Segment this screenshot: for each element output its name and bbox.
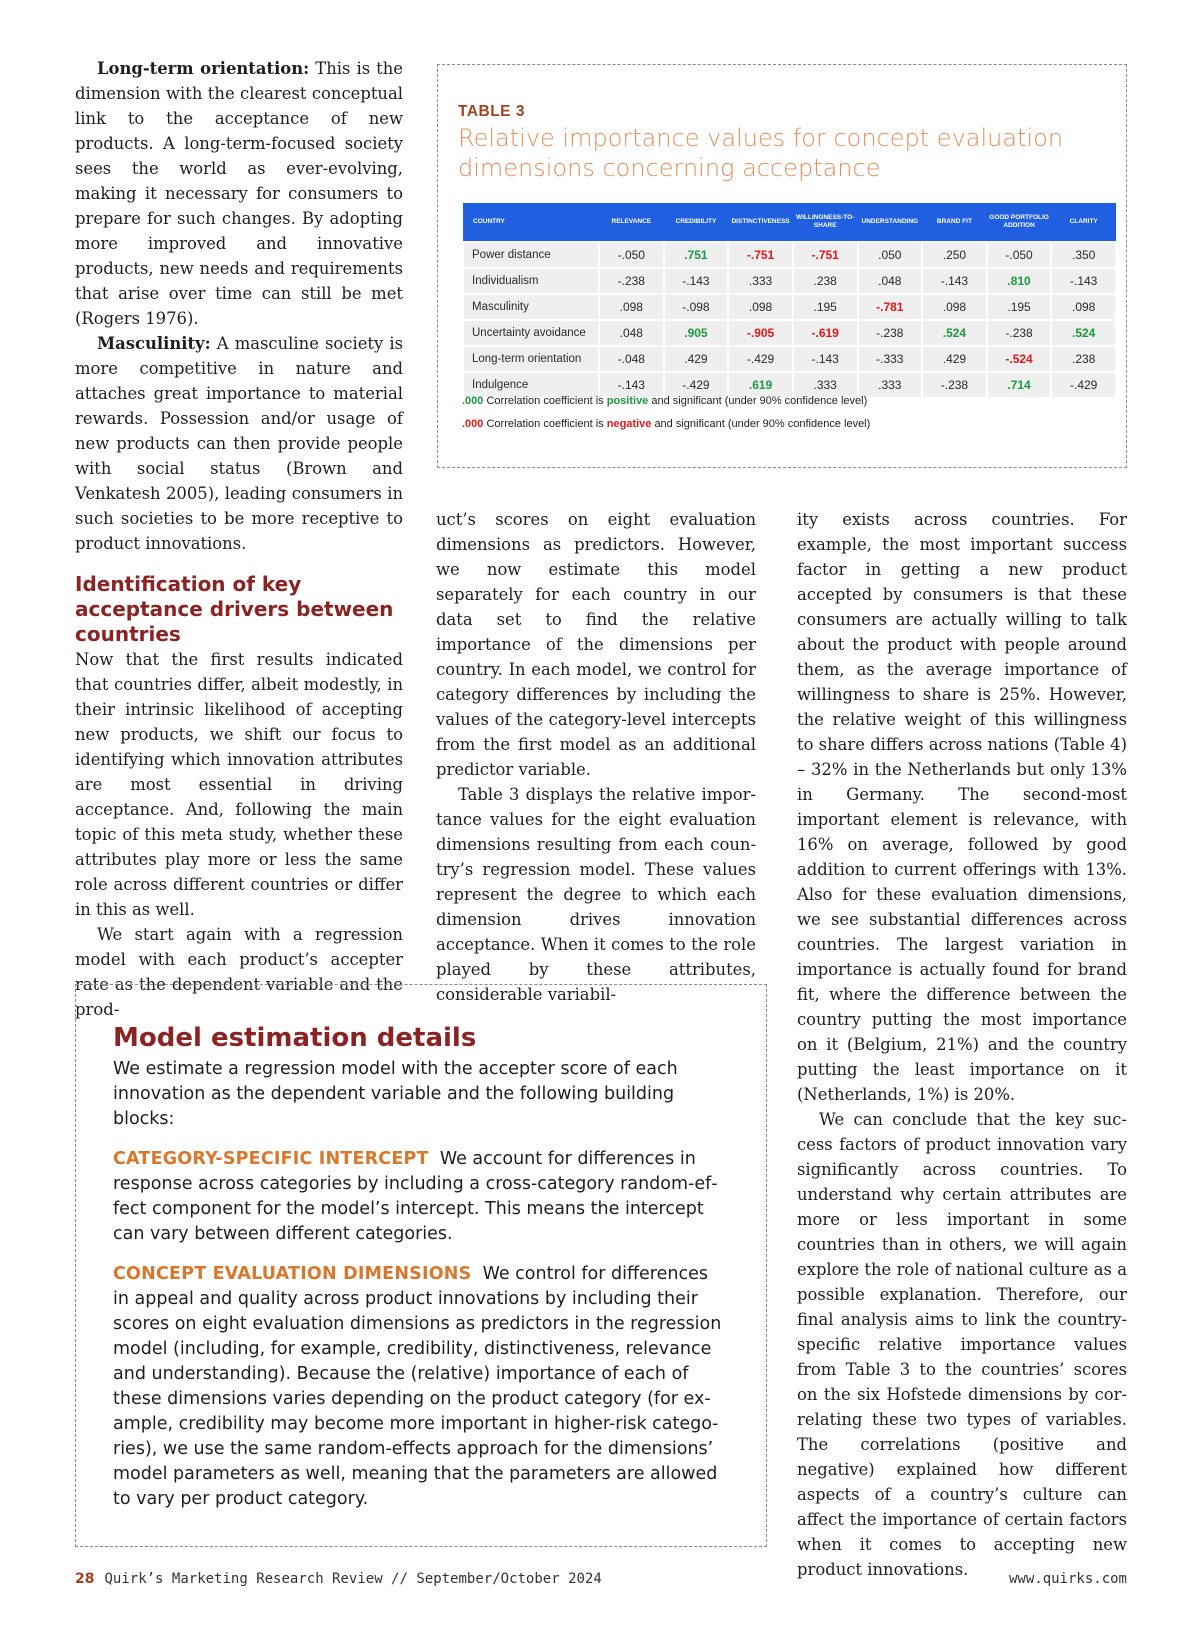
table-cell: .333 [793,372,858,398]
model-box-item-dimensions [113,1262,723,1512]
table-row [463,346,1116,372]
table-cell: .048 [599,320,664,346]
table-cell: .714 [987,372,1052,398]
table-cell: .524 [922,320,987,346]
table-cell: -.050 [599,242,664,268]
paragraph-middle-1: uct’s scores on eight evaluation dimensions as predictors. However, we now estimate this model separately for each country in our data set to find the relative importance of the dimensions per country. In each model, we control for category differences by including the values of the category-level intercepts from the first model as an additional predictor variable. [436,510,756,779]
header-good-portfolio-addition: GOOD PORTFOLIO ADDITION [987,203,1052,242]
header-understanding: UNDERSTANDING [858,203,923,242]
header-clarity: CLARITY [1051,203,1116,242]
table3-header-row [463,203,1116,242]
model-box-item-intercept [113,1147,723,1247]
table-row [463,268,1116,294]
table-cell: -.238 [858,320,923,346]
row-label: Indulgence [463,372,599,398]
table-cell: .238 [793,268,858,294]
page-number: 28 [75,1571,95,1587]
table-cell: -.143 [1051,268,1116,294]
table-cell: -.050 [987,242,1052,268]
legend-negative [462,418,870,430]
lead-masculinity: Masculinity: [97,334,211,353]
table-cell: -.905 [728,320,793,346]
legend-positive-after: and significant (under 90% confidence level) [651,395,868,407]
footer-url[interactable]: www.quirks.com [1008,1571,1127,1587]
table-cell: -.429 [664,372,729,398]
legend-positive-before: Correlation coefficient is [486,395,604,407]
table-cell: -.143 [793,346,858,372]
table-cell: .238 [1051,346,1116,372]
table-cell: .250 [922,242,987,268]
table-cell: -.429 [1051,372,1116,398]
table-row [463,320,1116,346]
middle-column [436,507,756,1007]
text-masculinity: A masculine society is more competitive in nature and attaches great importance to material rewards. Possession and/or usage of new products can then provide people with social status (Brown and Venkatesh 2005), leading consumers in such societies to be more receptive to product innovations. [75,334,403,553]
table-cell: .098 [1051,294,1116,320]
footer-right [1009,1571,1127,1587]
table-cell: .429 [922,346,987,372]
legend-negative-before: Correlation coefficient is [486,418,604,430]
text-category-intercept: We account for differences in response across categories by including a cross-category random-effect component for the model’s intercept. This means the intercept can vary between different categories. [113,1149,718,1244]
table-cell: -.781 [858,294,923,320]
table-cell: .333 [728,268,793,294]
section-heading: Identification of key acceptance drivers between countries [75,572,394,646]
model-box-body [113,1057,723,1527]
row-label: Individualism [463,268,599,294]
table-cell: .098 [922,294,987,320]
table-cell: .195 [987,294,1052,320]
row-label: Masculinity [463,294,599,320]
header-relevance: RELEVANCE [599,203,664,242]
footer-left [75,1571,602,1587]
lead-long-term-orientation: Long-term orientation: [97,59,310,78]
legend-positive-word: positive [606,395,649,407]
legend-positive-sample: .000 [462,395,484,407]
legend-positive [462,395,867,407]
table-row [463,242,1116,268]
header-brand-fit: BRAND FIT [922,203,987,242]
table-cell: -.048 [599,346,664,372]
table-cell: -.619 [793,320,858,346]
paragraph-right-2: We can conclude that the key success factors of product innovation vary significantly across countries. To understand why certain attributes are more or less important in some countries than in others, we will again explore the role of national culture as a possible explanation. Therefore, our final analysis aims to link the country-specific relative importance values from Table 3 to the countries’ scores on the six Hofstede dimensions by correlating these two types of variables. The correlations (positive and negative) explained how different aspects of a country’s culture can affect the importance of certain factors when it comes to accepting new product innovations. [797,1110,1127,1579]
table-cell: .050 [858,242,923,268]
legend-negative-after: and significant (under 90% confidence level) [654,418,871,430]
text-concept-dimensions: We control for differences in appeal and quality across product innovations by including their scores on eight evaluation dimensions as predictors in the regression model (including, for example, credibility, distinctiveness, relevance and understanding). Because the (relative) importance of each of these dimensions varies depending on the product category (for example, credibility may become more important in higher-risk categories), we use the same random-effects approach for the dimensions’ model parameters as well, meaning that the parameters are allowed to vary per product category. [113,1264,722,1509]
table-cell: -.098 [664,294,729,320]
table-cell: .333 [858,372,923,398]
paragraph-masculinity [75,331,403,556]
table3-box [437,64,1127,468]
table-cell: -.143 [599,372,664,398]
table-cell: -.333 [858,346,923,372]
model-box-title: Model estimation details [113,1023,477,1053]
table-cell: .098 [599,294,664,320]
table-cell: .098 [728,294,793,320]
table-cell: -.238 [599,268,664,294]
table-cell: -.238 [922,372,987,398]
paragraph-middle-2: Table 3 displays the relative importance values for the eight evaluation dimensions resulting from each country’s regression model. These values represent the degree to which each dimension drives innovation acceptance. When it comes to the role played by these attributes, considerable variabil- [436,785,756,1004]
table-cell: .195 [793,294,858,320]
legend-negative-sample: .000 [462,418,484,430]
table-row [463,294,1116,320]
paragraph-long-term-orientation [75,56,403,331]
table-cell: -.143 [922,268,987,294]
text-long-term-orientation: This is the dimension with the clearest conceptual link to the acceptance of new products. A long-term-focused society sees the world as ever-evolving, making it necessary for consumers to prepare for such changes. By adopting more improved and innovative products, new needs and requirements that arise over time can still be met (Rogers 1976). [75,59,404,328]
table-cell: -.143 [664,268,729,294]
header-willingness-to-share: WILLINGNESS-TO-SHARE [793,203,858,242]
table-cell: -.524 [987,346,1052,372]
row-label: Power distance [463,242,599,268]
header-credibility: CREDIBILITY [664,203,729,242]
paragraph-identification: Now that the first results indicated that countries differ, albeit modestly, in their intrinsic likelihood of accepting new products, we shift our focus to identifying which innovation attributes are most essential in driving acceptance. And, following the main topic of this meta study, whether these attributes play more or less the same role across different countries or differ in this as well. [75,650,403,919]
table-cell: .751 [664,242,729,268]
table-cell: .350 [1051,242,1116,268]
legend-negative-word: negative [606,418,652,430]
table3-body [463,242,1116,398]
model-estimation-box [75,984,767,1547]
table3-grid [462,203,1117,399]
table-cell: .524 [1051,320,1116,346]
table-cell: .810 [987,268,1052,294]
table-cell: .905 [664,320,729,346]
table-cell: -.751 [793,242,858,268]
row-label: Uncertainty avoidance [463,320,599,346]
table-cell: -.429 [728,346,793,372]
left-column [75,56,403,1022]
model-box-intro: We estimate a regression model with the accepter score of each innovation as the dependent variable and the following building blocks: [113,1059,678,1129]
table3-label: TABLE 3 [458,103,525,120]
table-cell: .619 [728,372,793,398]
row-label: Long-term orientation [463,346,599,372]
header-country: COUNTRY [463,203,599,242]
paragraph-right-1: ity exists across countries. For example, the most important success factor in getting a new product accepted by consumers is that these consumers are actually willing to talk about the product with people around them, as the average importance of willingness to share is 25%. However, the relative weight of this willingness to share differs across nations (Table 4) – 32% in the Netherlands but only 13% in Germany. The second-most important element is relevance, with 16% on average, followed by good addition to current offerings with 13%. Also for these evaluation dimensions, we see substantial differences across countries. The largest variation in importance is actually found for brand fit, where the difference between the country putting the most importance on it (Belgium, 21%) and the country putting the least importance on it (Netherlands, 1%) is 20%. [797,510,1127,1104]
table-cell: -.238 [987,320,1052,346]
paragraph-regression-start: We start again with a regression model with each product’s accepter rate as the dependent variable and the prod- [75,925,403,1019]
keyword-concept-dimensions: CONCEPT EVALUATION DIMENSIONS [113,1264,472,1284]
table3-title: Relative importance values for concept evaluation dimensions concerning acceptance [458,124,1064,182]
header-distinctiveness: DISTINCTIVENESS [728,203,793,242]
table-cell: .048 [858,268,923,294]
keyword-category-intercept: CATEGORY-SPECIFIC INTERCEPT [113,1149,429,1169]
table-cell: .429 [664,346,729,372]
publication-line: Quirk’s Marketing Research Review // September/October 2024 [104,1571,602,1587]
table-cell: -.751 [728,242,793,268]
right-column [797,507,1127,1582]
